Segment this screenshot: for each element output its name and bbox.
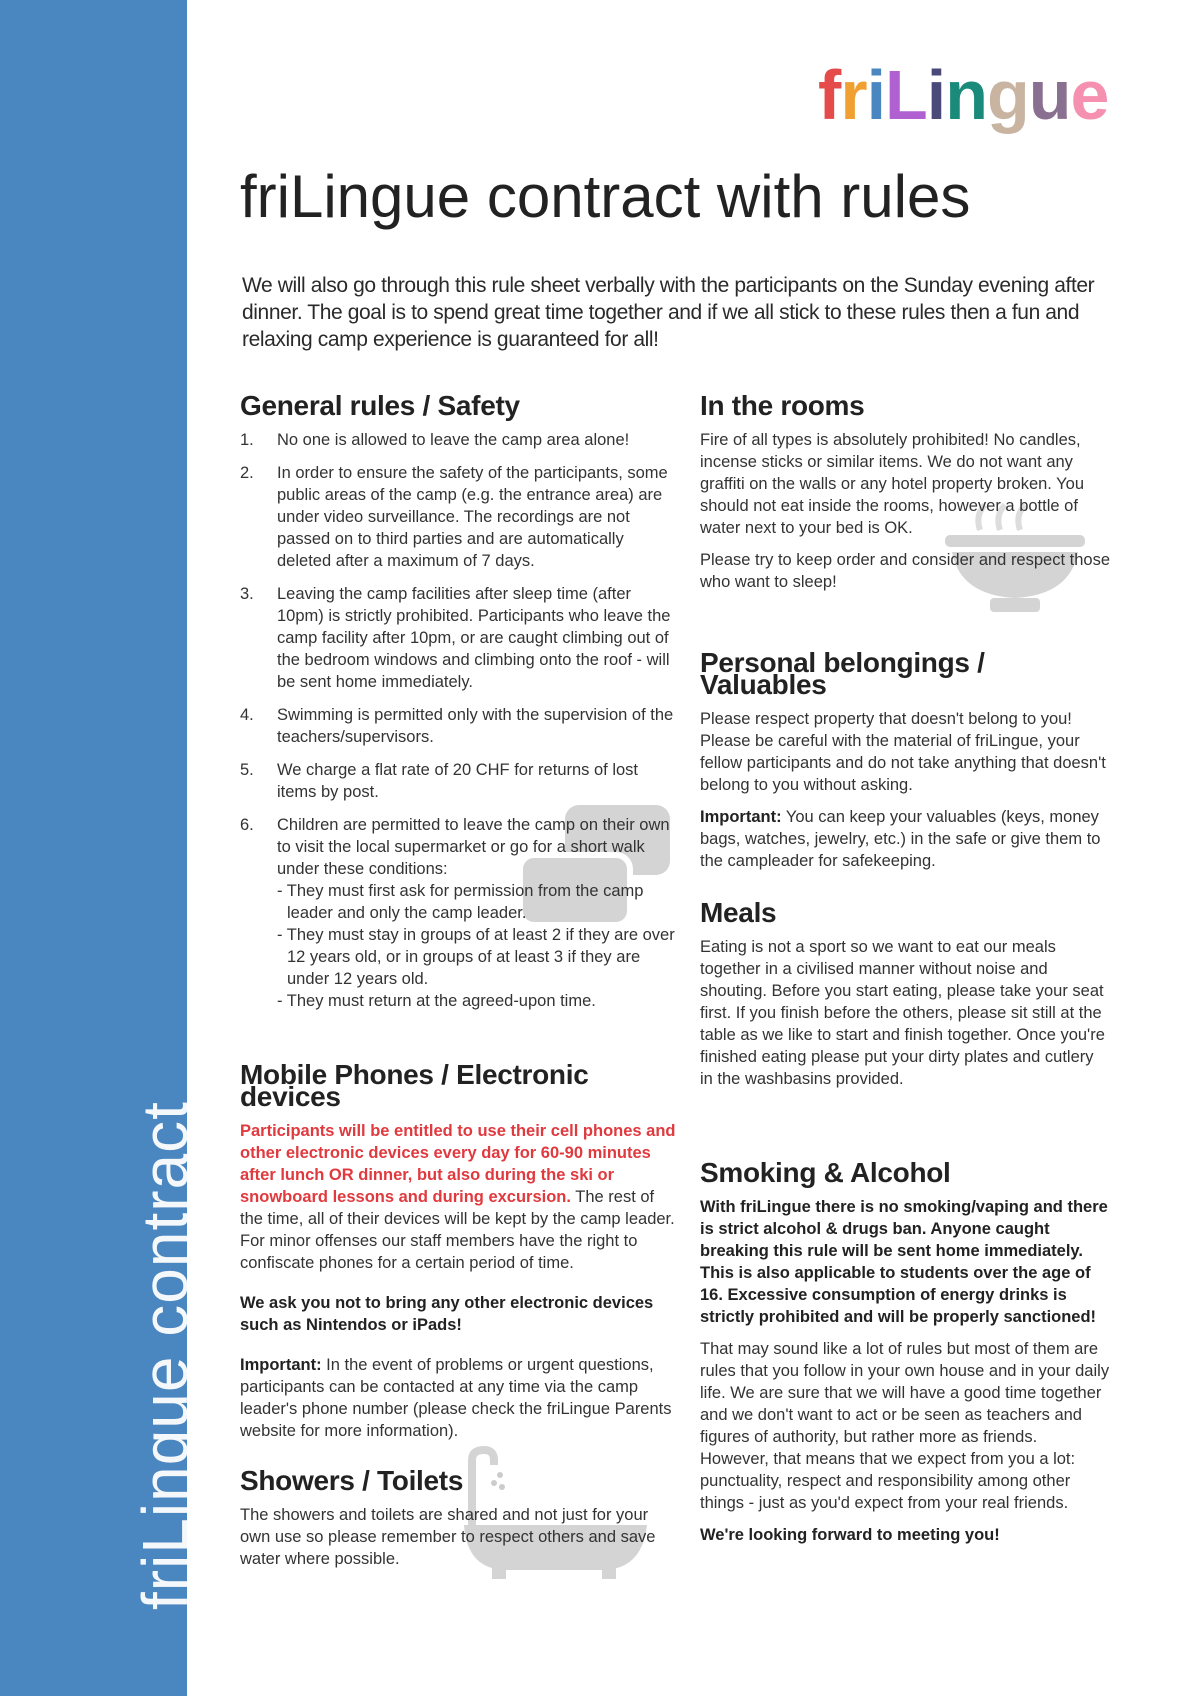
logo-letter: i (866, 56, 886, 134)
rule-text: Leaving the camp facilities after sleep time (after 10pm) is strictly prohibited. Participants who leave the camp facility after 10pm, or are caught climbing out of the bedroom windows and climbing onto the roof - will be sent home immediately. (277, 585, 671, 691)
meals-heading: Meals (700, 897, 777, 928)
rule-number: 5. (240, 761, 254, 779)
important-text: In the event of problems or urgent questions, participants can be contacted at any time via the camp leader's phone number (please check the friLingue Parents website for more information). (240, 1356, 672, 1440)
rule-number: 1. (240, 431, 254, 449)
rooms-heading: In the rooms (700, 390, 865, 421)
important-text: You can keep your valuables (keys, money bags, watches, jewelry, etc.) in the safe or give them to the campleader for safekeeping. (700, 808, 1101, 870)
condition-item: - They must stay in groups of at least 2 if they are over 12 years old, or in groups of at least 3 if they are under 12 years old. (277, 926, 675, 988)
showers-text: The showers and toilets are shared and not just for your own use so please remember to respect others and save water where possible. (240, 1506, 656, 1568)
rule-text: We charge a flat rate of 20 CHF for returns of lost items by post. (277, 761, 639, 801)
rooms-text-2: Please try to keep order and consider and respect those who want to sleep! (700, 551, 1110, 591)
intro-text: We will also go through this rule sheet verbally with the participants on the Sunday evening after dinner. The goal is to spend great time together and if we all stick to these rules then a fun and relaxing camp experience is guaranteed for all! (242, 274, 1095, 351)
showers-section (240, 1465, 660, 1580)
important-label: Important: (700, 808, 782, 826)
logo-letter: f (818, 56, 841, 134)
showers-heading: Showers / Toilets (240, 1465, 464, 1496)
condition-item: - They must first ask for permission from the camp leader and only the camp leader. (277, 882, 644, 922)
rule-text: Children are permitted to leave the camp on their own to visit the local supermarket or go for a short walk under these conditions: (277, 816, 670, 878)
rule-number: 3. (240, 585, 254, 603)
belongings-heading: Personal belongings / Valuables (700, 647, 985, 700)
rule-number: 2. (240, 464, 254, 482)
logo-letter: L (885, 56, 927, 134)
closing-text: That may sound like a lot of rules but most of them are rules that you follow in your own house and in your daily life. We are sure that we will have a good time together and we don't want to act or be seen as teachers and figures of authority, but rather more as friends. However, that means that we expect from you a lot: punctuality, respect and responsibility among other things - just as you'd expect from your real friends. (700, 1340, 1110, 1512)
logo-letter: g (987, 56, 1029, 134)
condition-item: - They must return at the agreed-upon time. (277, 992, 596, 1010)
logo-letter: u (1028, 56, 1071, 134)
no-devices-notice: We ask you not to bring any other electronic devices such as Nintendos or iPads! (240, 1294, 654, 1334)
smoking-heading: Smoking & Alcohol (700, 1157, 951, 1188)
mobile-rules-text (240, 1120, 680, 1274)
smoking-section (700, 1157, 1110, 1556)
logo-letter: r (840, 56, 867, 134)
conditions-list (240, 880, 680, 1012)
important-label: Important: (240, 1356, 322, 1374)
general-rules-section (240, 390, 680, 1012)
rule-text: In order to ensure the safety of the participants, some public areas of the camp (e.g. the entrance area) are under video surveillance. The recordings are not passed on to third parties and are automatically deleted after a maximum of 7 days. (277, 464, 668, 570)
closing-greeting: We're looking forward to meeting you! (700, 1526, 1000, 1544)
rule-item (240, 429, 680, 451)
general-rules-list (240, 429, 680, 880)
belongings-section (700, 647, 1110, 882)
rule-number: 4. (240, 706, 254, 724)
rule-text: Swimming is permitted only with the supervision of the teachers/supervisors. (277, 706, 674, 746)
rooms-text: Fire of all types is absolutely prohibited! No candles, incense sticks or similar items. We do not want any graffiti on the walls or any hotel property broken. You should not eat inside the rooms, however a bottle of water next to your bed is OK. (700, 431, 1085, 537)
belongings-text: Please respect property that doesn't belong to you! Please be careful with the material of friLingue, your fellow participants and do not take anything that doesn't belong to you without asking. (700, 710, 1106, 794)
rule-text: No one is allowed to leave the camp area alone! (277, 431, 630, 449)
rule-item (240, 462, 680, 572)
rooms-section (700, 390, 1110, 603)
rule-item (240, 583, 680, 693)
rule-item (240, 704, 680, 748)
meals-section (700, 897, 1110, 1100)
logo-letter: n (945, 56, 987, 134)
general-rules-heading: General rules / Safety (240, 390, 520, 421)
logo-letter: e (1070, 56, 1109, 134)
page-title: friLingue contract with rules (240, 163, 971, 230)
mobile-important (240, 1354, 680, 1442)
mobile-usage-highlight: Participants will be entitled to use their cell phones and other electronic devices every day for 60-90 minutes after lunch OR dinner, but also during the ski or snowboard lessons and during excursion. (240, 1122, 676, 1206)
meals-text: Eating is not a sport so we want to eat our meals together in a civilised manner without noise and shouting. Before you start eating, please take your seat first. If you finish before the others, please sit still at the table as we like to start and finish together. Once you're finished eating please put your dirty plates and cutlery in the washbasins provided. (700, 938, 1105, 1088)
belongings-important (700, 806, 1110, 872)
mobile-phones-section (240, 1059, 680, 1452)
sidebar-band (0, 0, 201, 1696)
smoking-ban-text: With friLingue there is no smoking/vaping and there is strict alcohol & drugs ban. Anyone caught breaking this rule will be sent home immediately. This is also applicable to students over the age of 16. Excessive consumption of energy drinks is strictly prohibited and will be properly sanctioned! (700, 1198, 1108, 1326)
mobile-rest-text: The rest of the time, all of their devices will be kept by the camp leader. For minor offenses our staff members have the right to confiscate phones for a certain period of time. (240, 1188, 675, 1272)
frilingue-logo (818, 55, 1108, 135)
rule-number: 6. (240, 816, 254, 834)
logo-letter: i (926, 56, 946, 134)
rule-item (240, 814, 680, 880)
mobile-heading: Mobile Phones / Electronic devices (240, 1059, 589, 1112)
rule-item (240, 759, 680, 803)
sidebar-title: friLingue contract (129, 1101, 201, 1610)
